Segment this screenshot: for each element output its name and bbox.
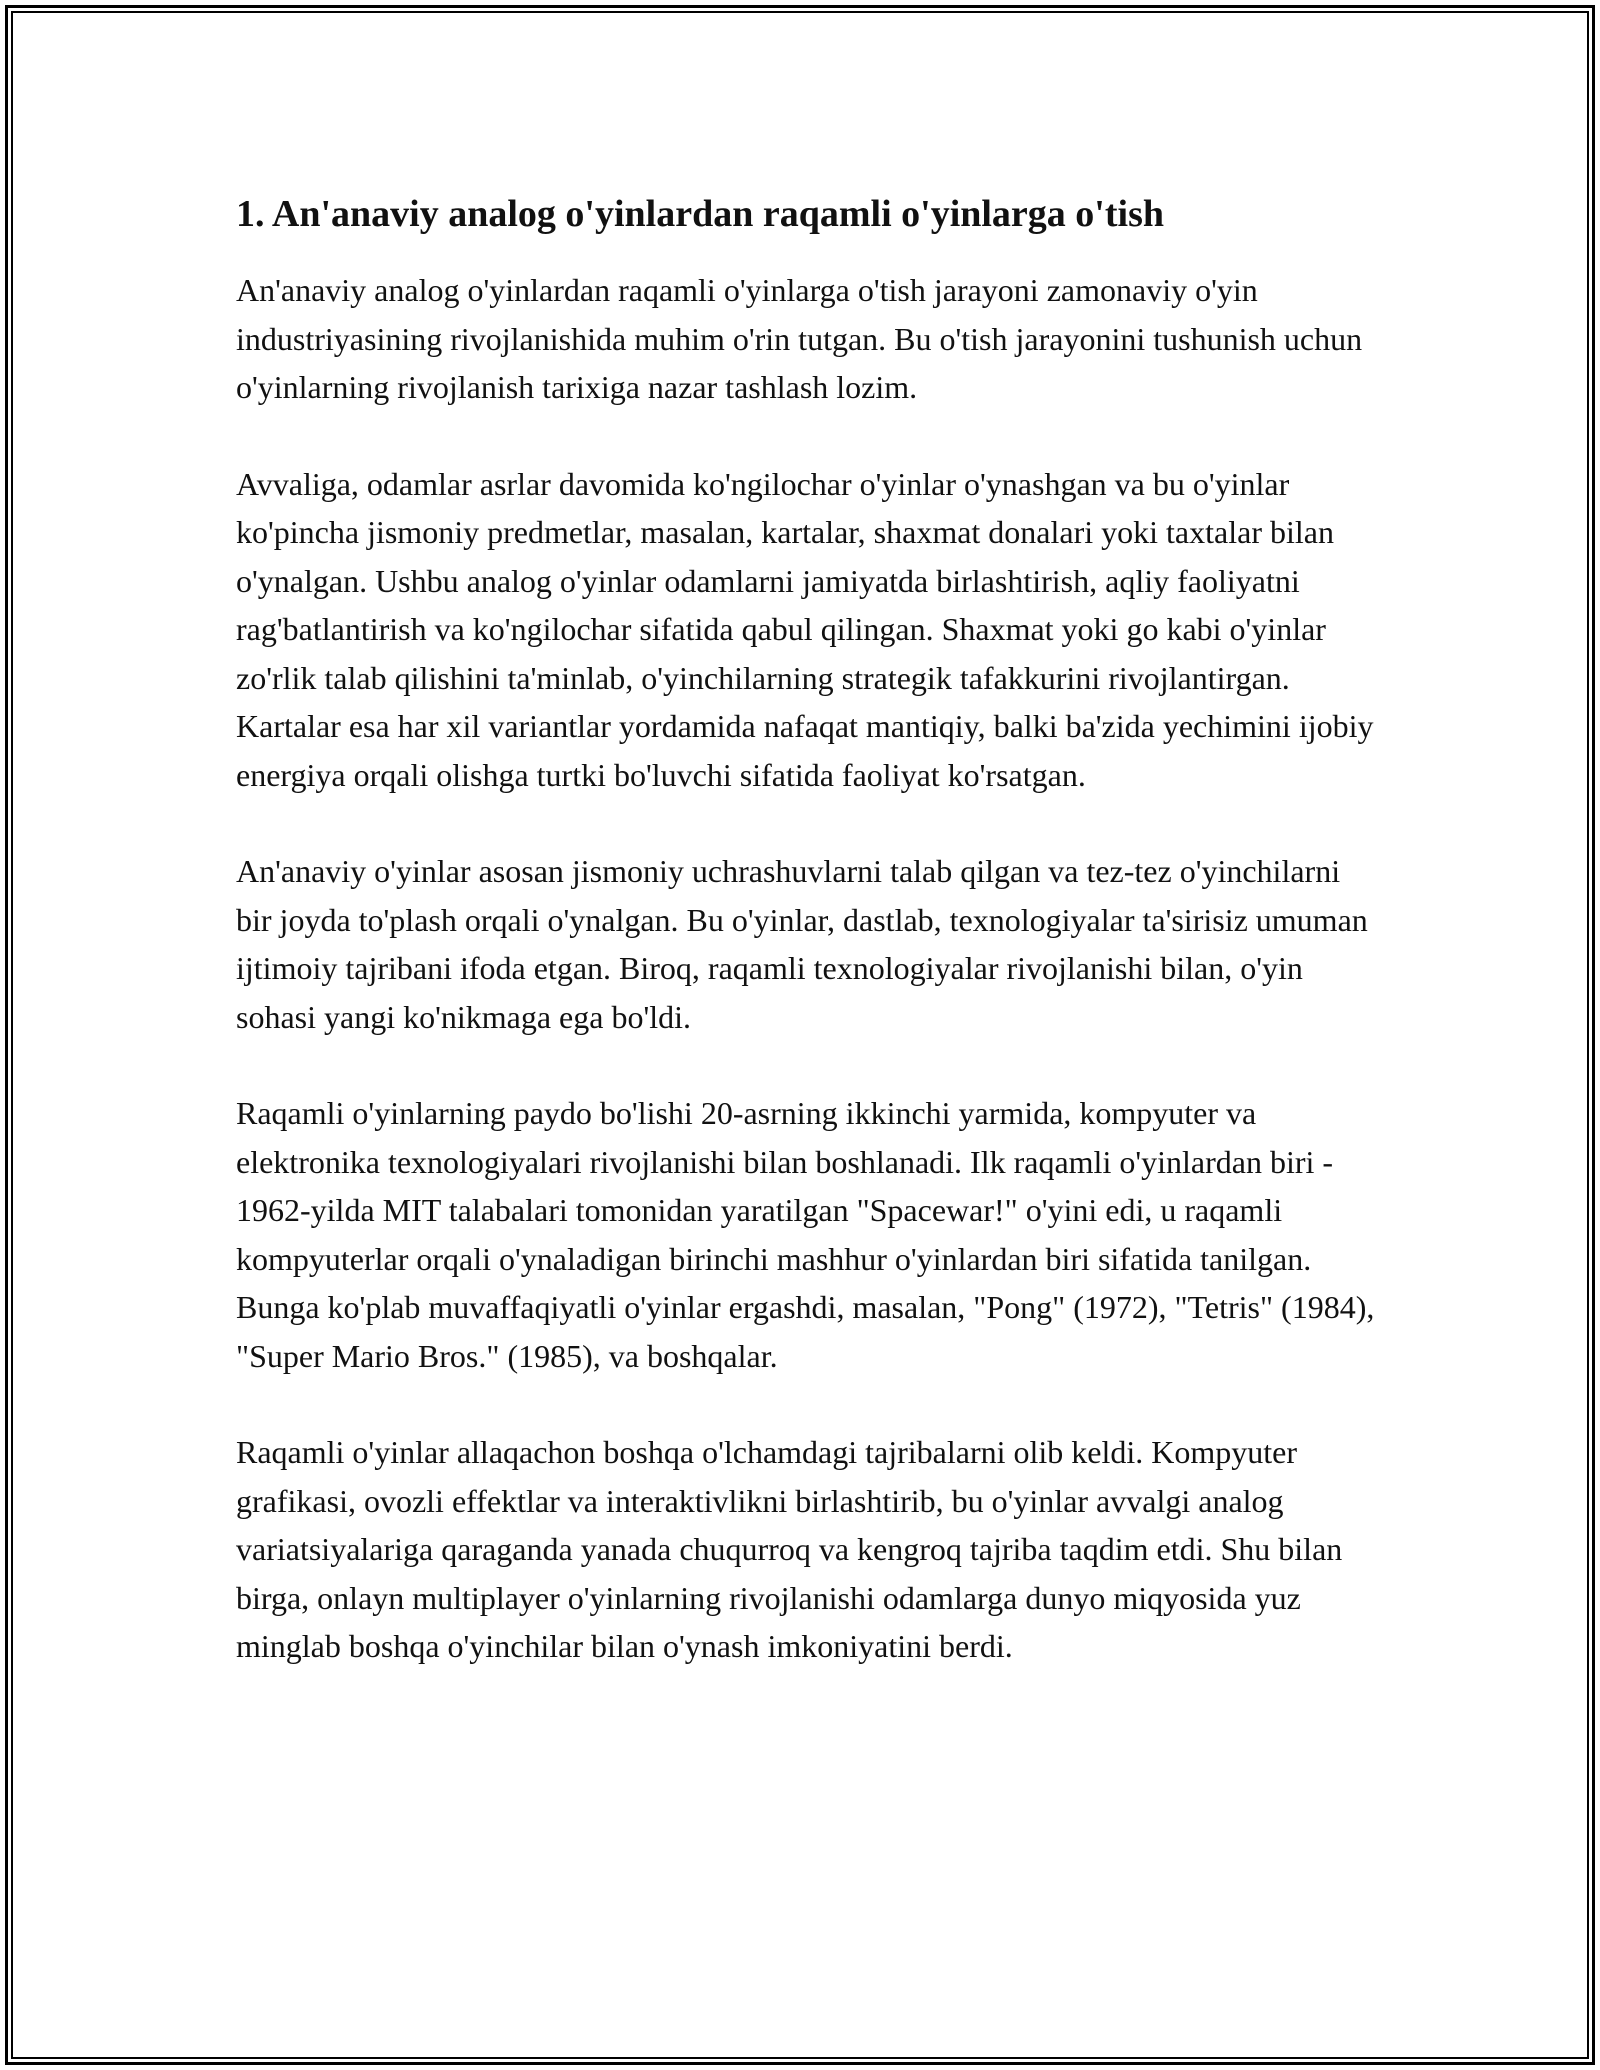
document-body [236, 186, 1376, 1671]
section-heading: 1. An'anaviy analog o'yinlardan raqamli o'yinlarga o'tish [236, 193, 1164, 235]
paragraph-3: An'anaviy o'yinlar asosan jismoniy uchrashuvlarni talab qilgan va tez-tez o'yinchilarni bir joyda to'plash orqali o'ynalgan. Bu o'yinlar, dastlab, texnologiyalar ta'sirisiz umuman ijtimoiy tajribani ifoda etgan. Biroq, raqamli texnologiyalar rivojlanishi bilan, o'yin sohasi yangi ko'nikmaga ega bo'ldi. [236, 853, 1368, 1035]
paragraph-4: Raqamli o'yinlarning paydo bo'lishi 20-asrning ikkinchi yarmida, kompyuter va elektronika texnologiyalari rivojlanishi bilan boshlanadi. Ilk raqamli o'yinlardan biri - 1962-yilda MIT talabalari tomonidan yaratilgan "Spacewar!" o'yini edi, u raqamli kompyuterlar orqali o'ynaladigan birinchi mashhur o'yinlardan biri sifatida tanilgan. Bunga ko'plab muvaffaqiyatli o'yinlar ergashdi, masalan, "Pong" (1972), "Tetris" (1984), "Super Mario Bros." (1985), va boshqalar. [236, 1095, 1375, 1374]
paragraph-2: Avvaliga, odamlar asrlar davomida ko'ngilochar o'yinlar o'ynashgan va bu o'yinlar ko'pincha jismoniy predmetlar, masalan, kartalar, shaxmat donalari yoki taxtalar bilan o'ynalgan. Ushbu analog o'yinlar odamlarni jamiyatda birlashtirish, aqliy faoliyatni rag'batlantirish va ko'ngilochar sifatida qabul qilingan. Shaxmat yoki go kabi o'yinlar zo'rlik talab qilishini ta'minlab, o'yinchilarning strategik tafakkurini rivojlantirgan. Kartalar esa har xil variantlar yordamida nafaqat mantiqiy, balki ba'zida yechimini ijobiy energiya orqali olishga turtki bo'luvchi sifatida faoliyat ko'rsatgan. [236, 465, 1374, 793]
paragraph-1: An'anaviy analog o'yinlardan raqamli o'yinlarga o'tish jarayoni zamonaviy o'yin industriyasining rivojlanishida muhim o'rin tutgan. Bu o'tish jarayonini tushunish uchun o'yinlarning rivojlanish tarixiga nazar tashlash lozim. [236, 272, 1363, 405]
paragraph-5: Raqamli o'yinlar allaqachon boshqa o'lchamdagi tajribalarni olib keldi. Kompyuter grafikasi, ovozli effektlar va interaktivlikni birlashtirib, bu o'yinlar avvalgi analog variatsiyalariga qaraganda yanada chuqurroq va kengroq tajriba taqdim etdi. Shu bilan birga, onlayn multiplayer o'yinlarning rivojlanishi odamlarga dunyo miqyosida yuz minglab boshqa o'yinchilar bilan o'ynash imkoniyatini berdi. [236, 1434, 1343, 1664]
